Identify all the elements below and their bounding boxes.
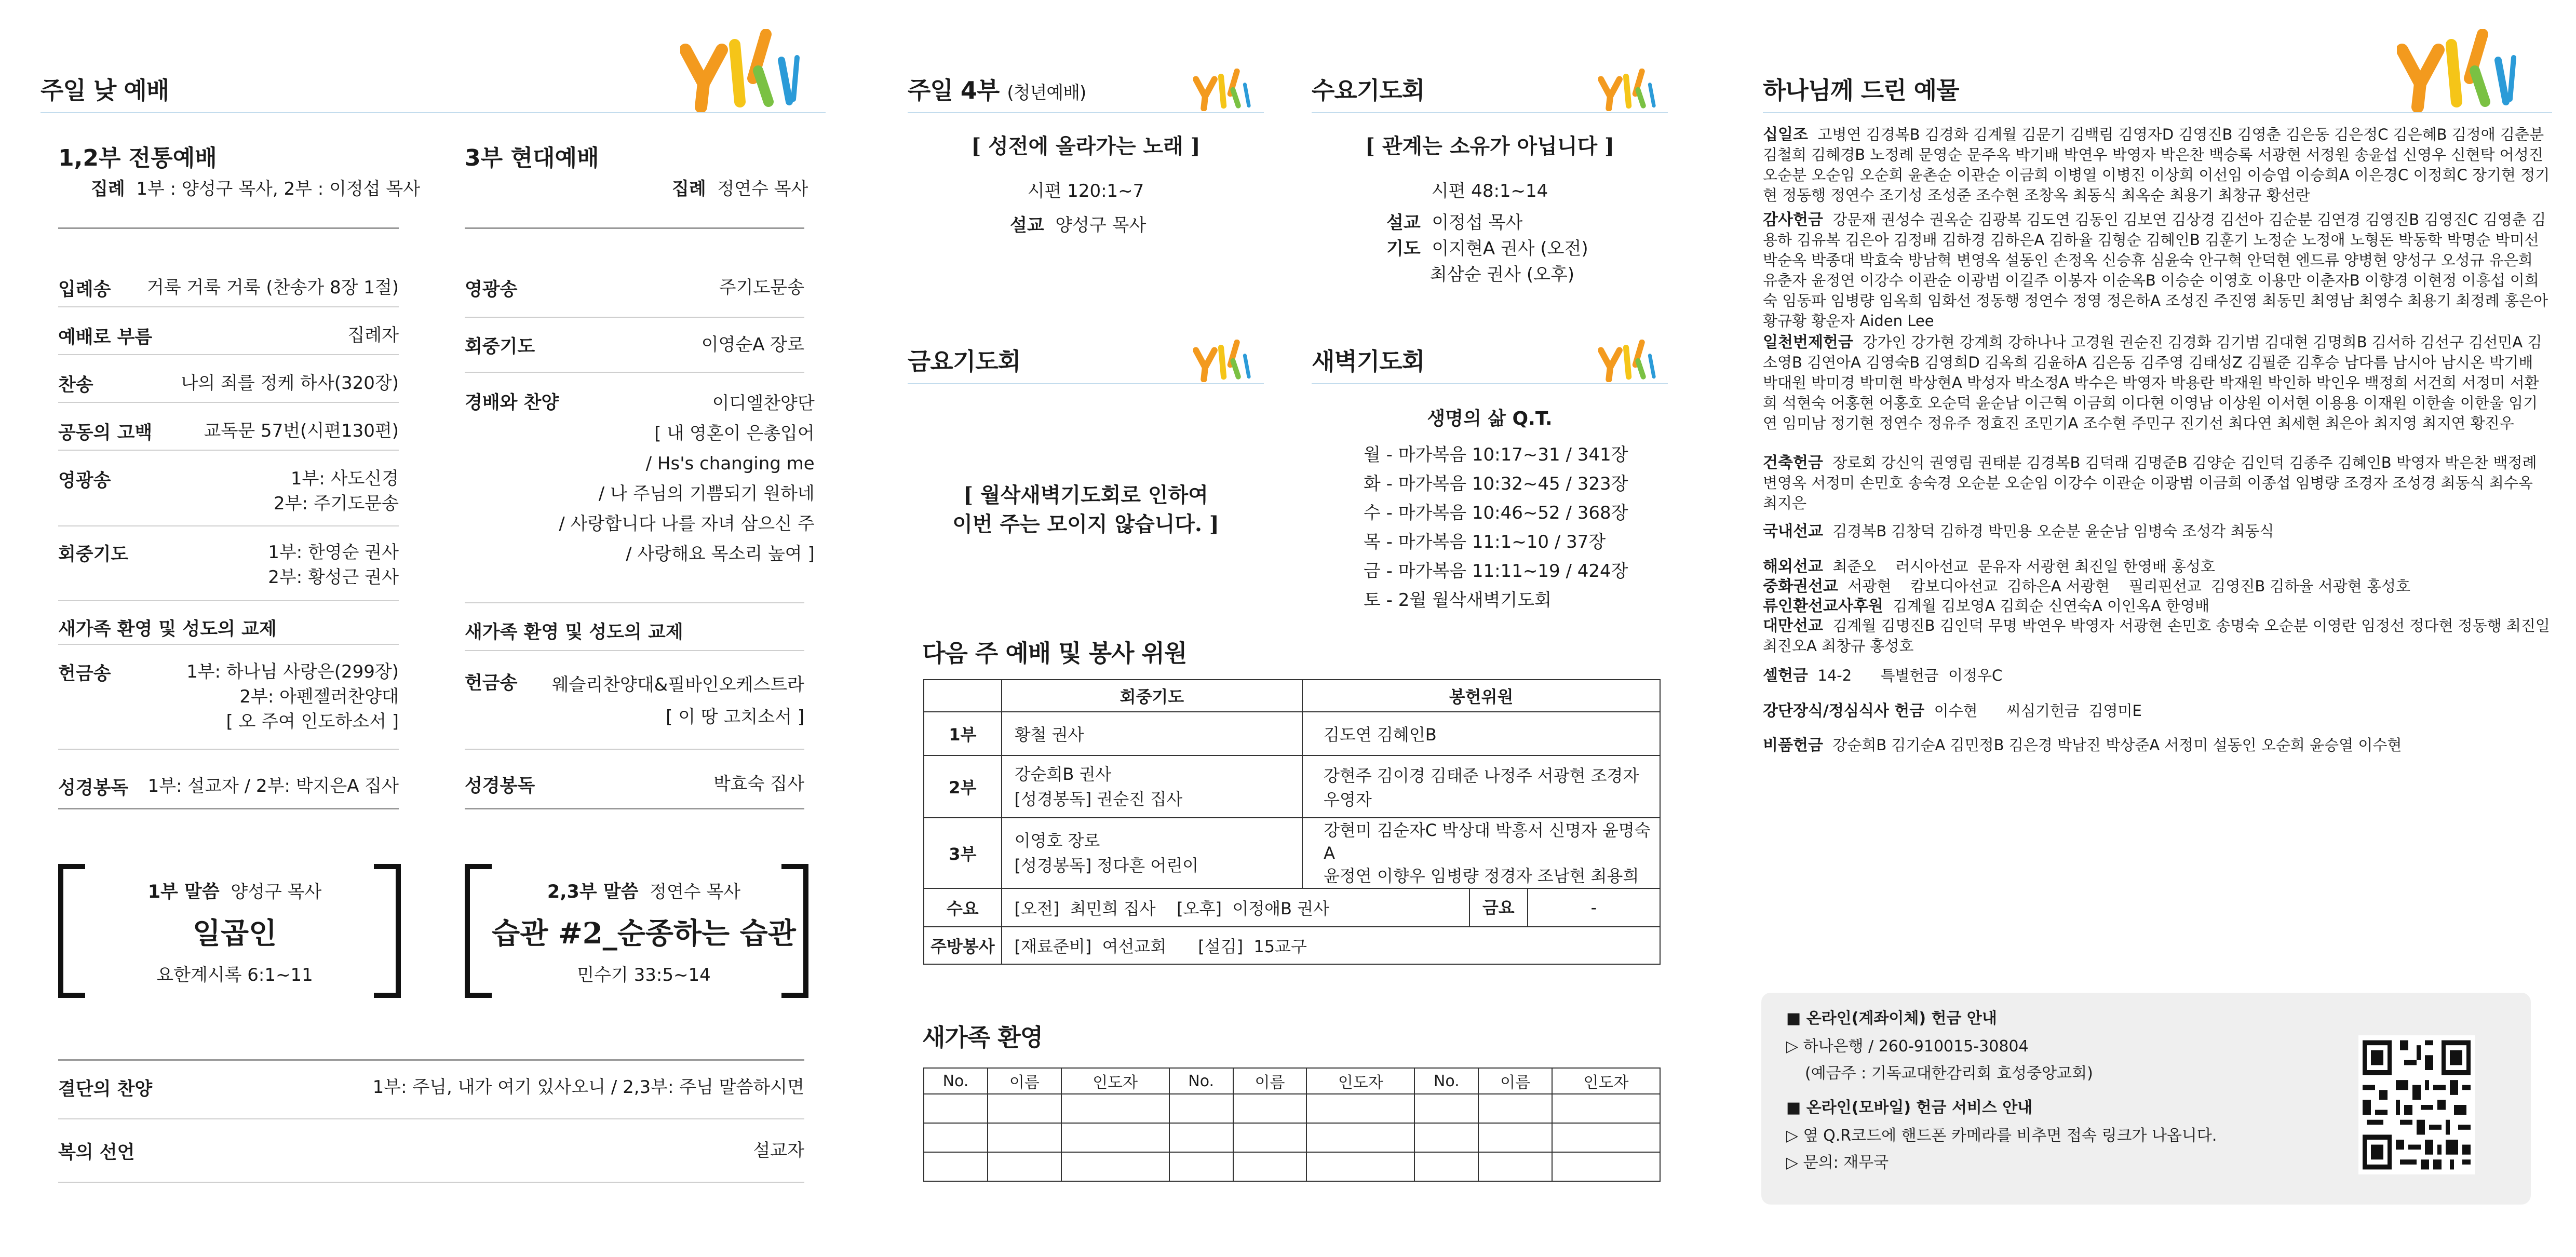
empty-cell	[1414, 1152, 1478, 1181]
part-cell: 2부	[924, 755, 1002, 818]
offering-cell: 김도연 김혜인B	[1302, 712, 1660, 755]
item-label: 헌금송	[465, 673, 518, 694]
header-cell: No.	[924, 1068, 988, 1094]
divider	[908, 383, 1264, 384]
order-item-call	[58, 323, 399, 349]
kitchen-value-cell: [재료준비] 여선교회 [설김] 15교구	[1002, 927, 1660, 964]
item-value	[559, 388, 814, 569]
header-cell: No.	[1414, 1068, 1478, 1094]
item-value: 나의 죄를 정케 하사(320장)	[181, 373, 399, 394]
table-row	[924, 712, 1660, 755]
sermon-label-line	[488, 877, 800, 903]
preacher: 정연수 목사	[650, 882, 741, 902]
empty-cell	[1233, 1123, 1307, 1152]
notice-line: ▷ 문의: 재무국	[1786, 1154, 1889, 1172]
item-label: 공동의 고백	[58, 423, 153, 443]
divider	[58, 644, 399, 645]
qt-subtitle: 생명의 삶 Q.T.	[1427, 408, 1553, 429]
item-label: 입례송	[58, 279, 111, 300]
cell-line: 윤정연 이향우 임병량 정경자 조남현 최용희	[1324, 866, 1639, 886]
schedule-line: 목 - 마가복음 11:1~10 / 37장	[1364, 532, 1606, 552]
empty-cell	[1061, 1152, 1169, 1181]
cell-line: 강순희B 권사	[1014, 764, 1112, 784]
schedule-line: 월 - 마가복음 10:17~31 / 341장	[1364, 444, 1628, 465]
empty-cell	[1306, 1094, 1414, 1123]
preacher: 양성구 목사	[231, 882, 322, 902]
empty-cell	[924, 1152, 988, 1181]
offering-names: 이수현 씨심기헌금 김영미E	[1934, 702, 2142, 720]
scripture-ref: 요한계시록 6:1~11	[156, 965, 313, 985]
value-line: [ 오 주여 인도하소서 ]	[226, 711, 399, 732]
header-offering: 봉헌위원	[1302, 680, 1660, 712]
value-line: 1부: 사도신경	[290, 468, 399, 489]
value-line: [ 이 땅 고치소서 ]	[666, 707, 804, 727]
offering-label: 해외선교	[1763, 558, 1823, 576]
value-line: 2부: 황성근 권사	[268, 567, 399, 588]
value: 최삼순 권사 (오후)	[1430, 264, 1575, 285]
divider	[58, 808, 399, 809]
leader-value: 1부 : 양성구 목사, 2부 : 이정섭 목사	[136, 179, 421, 199]
notice-heading: ■ 온라인(계좌이체) 헌금 안내	[1786, 1009, 1997, 1028]
offering-names: 강문재 권성수 권옥순 김광복 김도연 김동인 김보연 김상경 김선아 김순분 김연경 김영진B 김영진C 김영춘 김용하 김유복 김은아 김정배 김하경 김하은A 김하율 김형순 김혜인B 김훈기 노정순 노정애 노형돈 박동학 박명순 박미선 박순옥 박종대 박효숙 방남혁 변영옥 설동인 손정옥 신승휴 심윤숙 안구혁 안덕현 엔드류 양병현 양성구 오성규 유은희 유춘자 윤정연 이강수 이관순 이광범 이길주 이봉자 이순옥B 이승순 이영호 이용만 이춘자B 이향경 이현정 이흥섭 이희숙 임동파 임병량 임옥희 임화선 정동행 정연수 정영 정은하A 조성진 주진영 최동민 최영남 최영수 최용기 최정례 홍은아 황규황 황운자 Aiden Lee	[1763, 211, 2548, 330]
empty-cell	[924, 1094, 988, 1123]
empty-cell	[1233, 1094, 1307, 1123]
scripture-ref: 시편 120:1~7	[1027, 181, 1144, 201]
item-label: 회중기도	[58, 544, 129, 565]
church-logo-icon	[680, 29, 813, 112]
closing-hymn	[58, 1075, 804, 1101]
item-value: 주기도문송	[719, 277, 804, 298]
friday-notice	[908, 481, 1264, 539]
prayer-line	[1386, 236, 1588, 262]
offering-names: 최준오 러시아선교 문유자 서광현 최진일 한영배 홍성호	[1832, 558, 2215, 575]
header-cell: 이름	[988, 1068, 1061, 1094]
offering-label: 비품헌금	[1763, 736, 1823, 754]
order-item-gloria	[465, 275, 804, 301]
fri-label: 금요	[1470, 889, 1528, 926]
item-value: 1부: 설교자 / 2부: 박지은A 집사	[147, 776, 399, 796]
church-logo-icon	[1598, 69, 1666, 111]
sermon-title: 습관 #2_순종하는 습관	[492, 916, 796, 951]
modern-service-heading: 3부 현대예배	[465, 145, 599, 171]
qr-code-icon[interactable]	[2358, 1035, 2475, 1174]
item-label: 예배로 부름	[58, 327, 153, 348]
offering-label: 류인환선교사후원	[1763, 597, 1883, 615]
item-label: 영광송	[465, 279, 518, 300]
divider	[58, 402, 399, 403]
offering-label: 강단장식/정심식사 헌금	[1763, 702, 1925, 720]
item-value	[186, 659, 399, 734]
part-cell: 3부	[924, 818, 1002, 888]
divider	[58, 354, 399, 355]
divider	[58, 525, 399, 526]
divider	[465, 372, 804, 373]
wed-value-cell: [오전] 최민희 집사 [오후] 이정애B 권사	[1002, 888, 1469, 927]
sermon-2	[488, 877, 800, 986]
song-title: [ 관계는 소유가 아닙니다 ]	[1365, 134, 1614, 158]
offering-overseas	[1763, 557, 2552, 577]
song-title: [ 성전에 올라가는 노래 ]	[971, 134, 1201, 158]
offering-tithe	[1763, 125, 2552, 206]
leader-label: 집례	[91, 179, 125, 199]
table-row	[924, 1123, 1660, 1152]
notice-line: 이번 주는 모이지 않습니다. ]	[952, 512, 1219, 536]
cell-line: [성경봉독] 권순진 집사	[1014, 789, 1183, 809]
offering-label: 국내선교	[1763, 522, 1823, 540]
empty-cell	[1061, 1094, 1169, 1123]
divider	[1763, 112, 2552, 113]
prayer-cell	[1002, 818, 1302, 888]
value-line: 이디엘찬양단	[712, 393, 815, 414]
divider	[58, 1059, 804, 1061]
offering-thanks	[1763, 210, 2552, 331]
divider	[58, 450, 399, 451]
table-row	[924, 888, 1660, 927]
label: 설교	[1010, 215, 1044, 236]
table-row	[924, 818, 1660, 888]
table-row	[924, 1094, 1660, 1123]
empty-cell	[1478, 1152, 1552, 1181]
leader-value: 정연수 목사	[717, 179, 808, 199]
offering-names: 장로회 강신익 권영림 권태분 김경복B 김덕래 김명준B 김양순 김인덕 김종주 김혜인B 박영자 박은찬 백정례 변영옥 서정미 손민호 송숙경 오순분 오순임 이강수 이관순 이광범 이금희 이종섭 임병량 조경자 조성경 최동식 최수옥 최지은	[1763, 454, 2537, 512]
bank-account: ▷ 하나은행 / 260-910015-30804	[1786, 1037, 2029, 1056]
value: 이정섭 목사	[1432, 212, 1523, 233]
offering-names: 강순희B 김기순A 김민정B 김은경 박남진 박상준A 서정미 설동인 오순희 윤승열 이수현	[1832, 736, 2402, 754]
modern-leader	[672, 174, 808, 200]
divider	[465, 317, 804, 318]
offering-supplies	[1763, 735, 2552, 755]
next-week-title: 다음 주 예배 및 봉사 위원	[922, 639, 1187, 667]
header-cell: 인도자	[1552, 1068, 1660, 1094]
table-row	[924, 927, 1660, 964]
value-line: 2부: 주기도문송	[274, 493, 399, 514]
divider	[58, 600, 399, 601]
empty-cell	[1478, 1094, 1552, 1123]
offering-china	[1763, 576, 2552, 597]
item-label: 회중기도	[465, 336, 535, 357]
item-label: 찬송	[58, 375, 93, 396]
offering-label: 감사헌금	[1763, 211, 1823, 229]
offering-label: 십일조	[1763, 126, 1808, 144]
divider	[58, 306, 399, 307]
label: 기도	[1386, 238, 1421, 259]
qr-code-icon	[2358, 1035, 2475, 1174]
benediction	[58, 1138, 804, 1164]
schedule-line: 토 - 2월 월삭새벽기도회	[1364, 590, 1552, 611]
order-item-offertory	[58, 659, 399, 734]
sermon-label-line	[89, 877, 380, 903]
item-label: 성경봉독	[465, 776, 535, 796]
empty-cell	[988, 1152, 1061, 1181]
order-item-newcomers	[58, 615, 399, 641]
schedule-line: 수 - 마가복음 10:46~52 / 368장	[1364, 503, 1628, 523]
header-cell: 인도자	[1306, 1068, 1414, 1094]
offering-names: 고병연 김경복B 김경화 김계월 김문기 김백림 김영자D 김영진B 김영춘 김은동 김은정C 김은혜B 김정애 김춘분 김철희 김혜경B 노정례 문영순 문주옥 박기배 박연우 박영자 박은찬 백승록 서광현 서정원 송윤섭 신영우 신현탁 어성진 오순분 오순임 오순희 윤촌순 이관순 이금희 이병열 이병진 이상희 이선임 이승엽 이승희A 이은경C 이정희C 장기현 정기현 정동행 정연수 조기성 조성준 조수현 조창옥 최동식 최옥순 최용기 최창규 황선란	[1763, 126, 2550, 204]
bracket-left	[58, 864, 85, 998]
empty-cell	[1306, 1123, 1414, 1152]
divider	[465, 808, 804, 809]
value: 이지현A 권사 (오전)	[1432, 238, 1588, 259]
item-value	[552, 669, 804, 733]
newcomers-title: 새가족 환영	[922, 1023, 1043, 1051]
schedule-line: 화 - 마가복음 10:32~45 / 323장	[1364, 474, 1628, 494]
header-cell: No.	[1169, 1068, 1233, 1094]
value: 양성구 목사	[1055, 215, 1147, 236]
empty-cell	[1552, 1152, 1660, 1181]
offering-taiwan	[1763, 616, 2552, 656]
order-item-reading	[465, 772, 804, 798]
schedule-line: 금 - 마가복음 11:11~19 / 424장	[1364, 561, 1628, 582]
empty-cell	[924, 1123, 988, 1152]
item-label: 새가족 환영 및 성도의 교제	[58, 619, 277, 640]
table-row	[924, 1152, 1660, 1181]
offering-label: 건축헌금	[1763, 454, 1823, 472]
order-item-prayer	[58, 540, 399, 590]
item-label: 경배와 찬양	[465, 393, 559, 413]
header-cell: 이름	[1233, 1068, 1307, 1094]
divider	[465, 602, 804, 603]
divider	[465, 650, 804, 651]
sermon-line	[1010, 211, 1146, 236]
item-label: 복의 선언	[58, 1142, 135, 1163]
order-item-confession	[58, 418, 399, 444]
friday-inner	[1470, 889, 1660, 926]
offering-domestic	[1763, 521, 2552, 542]
sermon-1	[89, 877, 380, 986]
fri-value: -	[1590, 898, 1597, 917]
item-label: 영광송	[58, 470, 111, 491]
offering-cell	[1302, 818, 1660, 888]
item-value: 설교자	[753, 1140, 804, 1161]
item-value	[268, 540, 399, 590]
divider	[465, 749, 804, 750]
item-value: 박효숙 집사	[713, 774, 804, 794]
item-label: 새가족 환영 및 성도의 교제	[465, 622, 683, 643]
wednesday-details	[1386, 210, 1588, 288]
label: 설교	[1386, 212, 1421, 233]
offering-names: 김계월 김명진B 김인덕 무명 박연우 박영자 서광현 손민호 송명숙 오순분 이영란 임정선 정다현 정동행 최진일 최진오A 최창규 홍성호	[1763, 617, 2550, 655]
sermon-title: 일곱인	[192, 916, 277, 951]
empty-cell	[1061, 1123, 1169, 1152]
divider	[908, 112, 1264, 113]
value-line: / 사랑합니다 나를 자녀 삼으신 주	[559, 513, 815, 534]
notice-heading: ■ 온라인(모바일) 헌금 서비스 안내	[1786, 1099, 2033, 1117]
item-label: 결단의 찬양	[58, 1079, 153, 1100]
empty-cell	[1552, 1094, 1660, 1123]
empty-cell	[1169, 1123, 1233, 1152]
empty-cell	[988, 1094, 1061, 1123]
empty-cell	[1233, 1152, 1307, 1181]
offering-missionary	[1763, 596, 2552, 616]
title-sub: (청년예배)	[1007, 83, 1086, 103]
divider	[58, 1118, 804, 1119]
item-value: 1부: 주님, 내가 여기 있사오니 / 2,3부: 주님 말씀하시면	[372, 1077, 804, 1098]
section-title-dawn: 새벽기도회	[1312, 347, 1425, 375]
item-label: 헌금송	[58, 664, 111, 684]
offering-cell	[1763, 666, 2552, 686]
sermon-label: 1부 말씀	[147, 882, 220, 902]
offering-label: 대만선교	[1763, 617, 1823, 635]
empty-cell	[1414, 1123, 1478, 1152]
offering-names: 강가인 강가현 강계희 강하나나 고경원 권순진 김경화 김기범 김대현 김명희B 김서하 김선구 김선민A 김소영B 김연아A 김영숙B 김영희D 김옥희 김윤하A 김은동 김주영 김태성Z 김필준 김후승 남다름 남시아 남시온 박기배 박대원 박미경 박미현 박상현A 박성자 박소정A 박수은 박영자 박용란 박재원 박인하 박인우 백정희 서건희 서정미 서환희 석현숙 어홍현 어홍호 오순덕 윤순남 이근혁 이금희 이다현 이영남 이상원 이서현 이용용 이재원 이한솔 이한울 임기연 임미남 정기현 정연수 정유주 정효진 조민기A 조수현 주민구 진기선 최다연 최세현 최은아 최지영 최지연 황진우	[1763, 333, 2542, 432]
value-line: [ 내 영혼이 은총입어	[654, 423, 815, 444]
scripture-ref: 민수기 33:5~14	[577, 965, 711, 985]
item-value: 집례자	[347, 325, 399, 346]
section-title-offerings: 하나님께 드린 예물	[1763, 76, 1959, 104]
section-title-wednesday: 수요기도회	[1312, 76, 1425, 104]
prayer-cell	[1002, 755, 1302, 818]
cell-line: 이영호 장로	[1014, 831, 1100, 850]
church-logo-icon	[2397, 29, 2529, 112]
friday-cell	[1469, 888, 1660, 927]
header-cell: 인도자	[1061, 1068, 1169, 1094]
header-prayer: 회중기도	[1002, 680, 1302, 712]
divider	[58, 749, 399, 750]
order-item-hymn	[58, 371, 399, 397]
offering-label: 셀헌금	[1763, 667, 1808, 685]
empty-cell	[988, 1123, 1061, 1152]
offering-building	[1763, 453, 2552, 513]
offering-label: 중화권선교	[1763, 577, 1838, 596]
offering-names: 김경복B 김창덕 김하경 박민용 오순분 윤순남 임병숙 조성각 최동식	[1832, 522, 2274, 540]
church-logo-icon	[1193, 340, 1261, 382]
divider	[465, 227, 804, 229]
offering-names: 김계월 김보영A 김희순 신연숙A 이인옥A 한영배	[1893, 597, 2210, 615]
empty-cell	[1169, 1152, 1233, 1181]
divider	[41, 112, 826, 113]
order-item-reading	[58, 774, 399, 800]
order-item-offertory	[465, 669, 804, 733]
offering-cell: 강현주 김이경 김태준 나정주 서광현 조경자 우영자	[1302, 755, 1660, 818]
cell-line: 강현미 김순자C 박상대 박흥서 신명자 윤명숙A	[1324, 820, 1651, 863]
part-cell: 주방봉사	[924, 927, 1002, 964]
offering-names: 서광현 캄보디아선교 김하은A 서광현 필리핀선교 김영진B 김하율 서광현 홍성호	[1847, 577, 2411, 595]
empty-cell	[1306, 1152, 1414, 1181]
divider	[58, 227, 399, 229]
part-cell: 수요	[924, 888, 1002, 927]
empty-cell	[1478, 1123, 1552, 1152]
value-line: 1부: 한영순 권사	[268, 542, 399, 563]
order-item-gloria	[58, 466, 399, 516]
order-item-praise	[465, 388, 815, 569]
scripture-ref: 시편 48:1~14	[1431, 181, 1548, 201]
sermon-label: 2,3부 말씀	[547, 882, 639, 902]
sermon-line	[1386, 210, 1588, 236]
account-holder: (예금주 : 기독교대한감리회 효성중앙교회)	[1805, 1064, 2093, 1083]
value-line: / Hs's changing me	[645, 453, 815, 474]
header-cell	[924, 680, 1002, 712]
section-title-sunday: 주일 낮 예배	[41, 76, 169, 104]
notice-line: ▷ 옆 Q.R코드에 핸드폰 카메라를 비추면 접속 링크가 나옵니다.	[1786, 1127, 2217, 1145]
newcomers-table	[923, 1067, 1661, 1182]
section-title-friday: 금요기도회	[908, 347, 1021, 375]
table-row	[924, 755, 1660, 818]
value-line: 웨슬리찬양대&필바인오케스트라	[551, 674, 804, 695]
value-line: 2부: 아펜젤러찬양대	[239, 686, 399, 707]
item-value	[274, 466, 399, 516]
item-value: 교독문 57번(시편130편)	[204, 421, 399, 441]
order-item-entrance	[58, 275, 399, 301]
divider	[1312, 383, 1668, 384]
prayer-cell: 황철 권사	[1002, 712, 1302, 755]
church-logo-icon	[1598, 340, 1666, 382]
online-offering-notice	[1761, 993, 2531, 1205]
offering-altar	[1763, 701, 2552, 721]
item-label: 성경봉독	[58, 778, 129, 799]
title-text: 주일 4부	[908, 76, 1000, 104]
cell-line: [성경봉독] 정다흔 어린이	[1014, 856, 1199, 875]
divider	[1312, 112, 1668, 113]
order-item-newcomers	[465, 618, 804, 644]
divider	[58, 1182, 804, 1183]
empty-cell	[1414, 1094, 1478, 1123]
traditional-service-heading: 1,2부 전통예배	[58, 145, 217, 171]
item-value: 이영순A 장로	[701, 334, 804, 355]
notice-line: [ 월삭새벽기도회로 인하여	[963, 483, 1208, 507]
church-logo-icon	[1193, 69, 1261, 111]
offering-label: 일천번제헌금	[1763, 333, 1853, 352]
next-week-table	[923, 679, 1661, 965]
dawn-schedule	[1364, 440, 1628, 615]
order-item-prayer	[465, 332, 804, 358]
item-value: 거룩 거룩 거룩 (찬송가 8장 1절)	[146, 277, 399, 298]
offering-names: 14-2 특별헌금 이정우C	[1817, 667, 2003, 684]
value-line: 1부: 하나님 사랑은(299장)	[186, 661, 399, 682]
value-line: / 나 주님의 기쁨되기 원하네	[598, 483, 815, 504]
leader-label: 집례	[672, 179, 706, 199]
header-cell: 이름	[1478, 1068, 1552, 1094]
traditional-leader	[91, 174, 420, 200]
empty-cell	[1169, 1094, 1233, 1123]
empty-cell	[1552, 1123, 1660, 1152]
section-title-sunday4	[908, 72, 1086, 106]
value-line: / 사랑해요 목소리 높여 ]	[626, 544, 815, 564]
offering-thousand	[1763, 332, 2552, 434]
part-cell: 1부	[924, 712, 1002, 755]
